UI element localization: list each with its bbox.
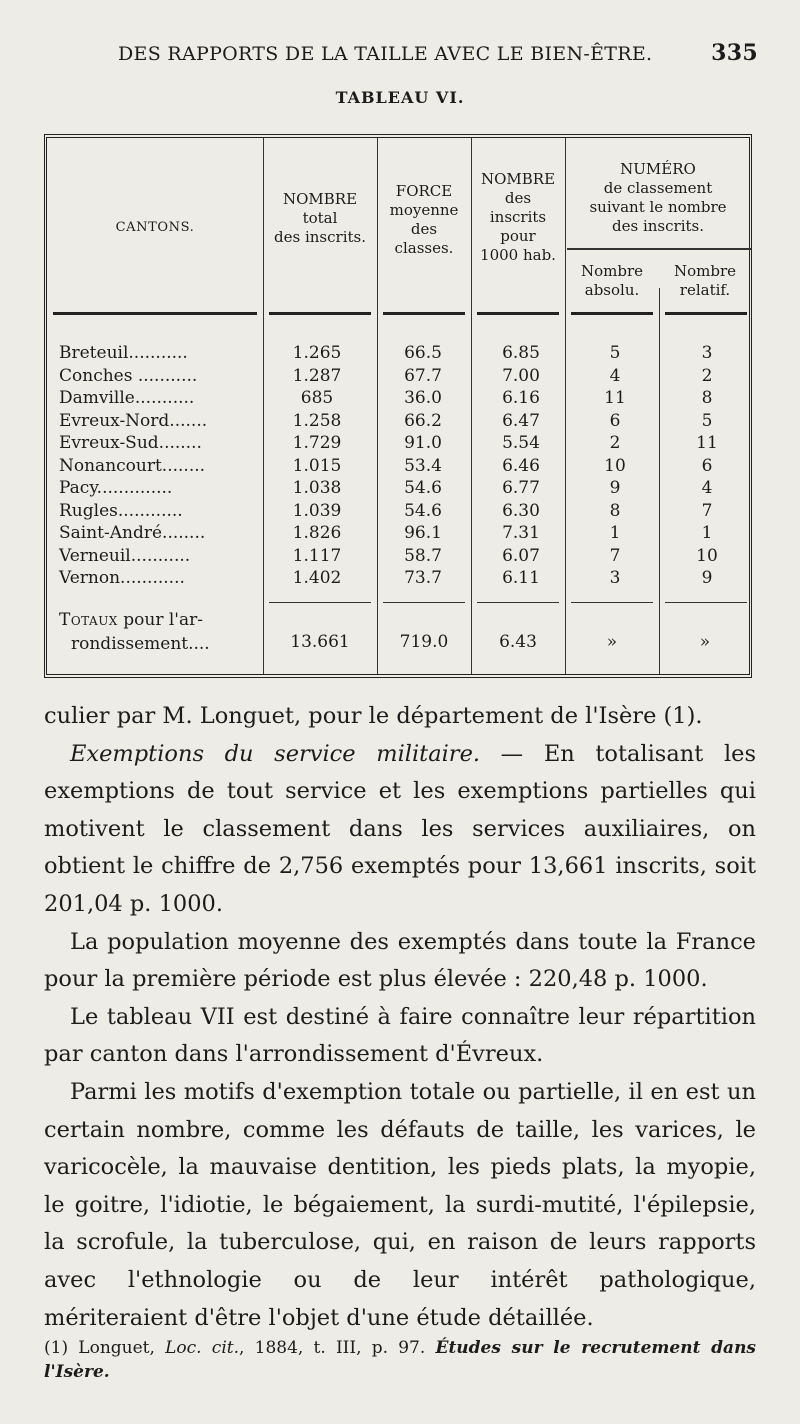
header-absolu-line: Nombre	[580, 262, 644, 280]
table-row	[47, 387, 751, 410]
cell-relatif: 3	[701, 343, 713, 363]
cell-total: 1.015	[292, 455, 342, 476]
cell-absolu: 9	[609, 478, 621, 498]
totals-separator	[571, 602, 653, 603]
paragraph: Le tableau VII est destiné à faire connaître leur répartition par canton dans l'arrondissement d'Évreux.	[44, 1003, 756, 1068]
footnote-loc: Loc. cit.	[165, 1338, 239, 1358]
totals-par-mille: 6.43	[499, 632, 537, 652]
cell-total: 1.265	[292, 343, 342, 363]
cell-relatif: 10	[696, 545, 718, 566]
cell-par-mille: 6.07	[502, 545, 540, 566]
table-row	[47, 477, 751, 500]
totals-separator	[383, 602, 465, 603]
cell-force: 66.5	[404, 343, 442, 363]
table-row	[47, 500, 751, 523]
cell-force: 91.0	[404, 433, 442, 453]
cell-absolu: 7	[609, 545, 621, 566]
footnote-prefix: (1) Longuet,	[44, 1338, 166, 1358]
cell-canton: Evreux-Sud........	[59, 433, 202, 453]
cell-absolu: 8	[609, 500, 621, 521]
totals-label-smallcaps: Totaux	[59, 610, 118, 630]
cell-canton: Pacy..............	[59, 478, 173, 498]
cell-absolu: 3	[609, 568, 621, 588]
totals-force: 719.0	[399, 632, 449, 652]
totals-separator	[477, 602, 559, 603]
cell-absolu: 10	[604, 455, 626, 476]
header-absolu-line: absolu.	[584, 281, 640, 299]
header-classement-line: NUMÉRO	[620, 160, 696, 178]
totals-absolu: »	[606, 632, 618, 652]
cell-par-mille: 6.46	[502, 455, 540, 476]
cell-total: 1.826	[292, 523, 342, 543]
cell-force: 53.4	[404, 455, 442, 476]
cell-absolu: 2	[609, 433, 621, 453]
cell-par-mille: 7.00	[502, 365, 540, 386]
paragraph: culier par M. Longuet, pour le département de l'Isère (1).	[44, 703, 703, 729]
header-separator	[571, 312, 653, 315]
header-force-line: moyenne	[389, 201, 459, 219]
header-total-line: des inscrits.	[274, 228, 366, 246]
header-force-line: FORCE	[395, 182, 453, 200]
footnote-mid: , 1884, t. III, p. 97.	[239, 1338, 436, 1358]
header-separator	[665, 312, 747, 315]
header-force-line: classes.	[394, 239, 454, 257]
running-head-title: DES RAPPORTS DE LA TAILLE AVEC LE BIEN-ÊTRE.	[118, 43, 653, 65]
cell-par-mille: 6.77	[502, 478, 540, 498]
header-total	[263, 190, 377, 247]
cell-relatif: 1	[701, 523, 713, 543]
cell-canton: Rugles............	[59, 500, 183, 521]
cell-force: 96.1	[404, 523, 442, 543]
cell-relatif: 6	[701, 455, 713, 476]
cell-par-mille: 6.85	[502, 343, 540, 363]
header-separator	[383, 312, 465, 315]
cell-force: 54.6	[404, 500, 442, 521]
cell-relatif: 4	[701, 478, 713, 498]
paragraph	[44, 736, 756, 924]
table-row	[47, 522, 751, 545]
cell-total: 685	[300, 388, 334, 408]
cell-absolu: 1	[609, 523, 621, 543]
cell-total: 1.117	[292, 545, 342, 566]
header-absolu	[565, 262, 659, 300]
cell-force: 67.7	[404, 365, 442, 386]
totals-label-line2: rondissement....	[71, 634, 210, 654]
cell-force: 36.0	[404, 388, 442, 408]
cell-total: 1.729	[292, 433, 342, 453]
cell-canton: Verneuil...........	[59, 545, 191, 566]
cell-absolu: 4	[609, 365, 621, 386]
table-row	[47, 455, 751, 478]
cell-absolu: 11	[604, 388, 626, 408]
cell-par-mille: 6.30	[502, 500, 540, 521]
header-relatif	[659, 262, 751, 300]
header-par-mille-line: pour	[500, 227, 536, 245]
header-classement	[565, 160, 751, 236]
totals-separator	[269, 602, 371, 603]
table-row	[47, 432, 751, 455]
totals-total: 13.661	[290, 632, 350, 652]
header-par-mille-line: inscrits	[489, 208, 547, 226]
paragraph-text: — En totalisant les exemptions de tout service et les exemptions partielles qui motivent le classement dans les services auxiliaires, on obtient le chiffre de 2,756 exemptés pour 13,661 inscrits, soit 201,04 p. 1000.	[44, 740, 756, 917]
cell-canton: Vernon............	[59, 568, 185, 588]
header-total-line: total	[302, 209, 338, 227]
cell-relatif: 7	[701, 500, 713, 521]
table-row	[47, 567, 751, 590]
cell-total: 1.038	[292, 478, 342, 498]
header-par-mille-line: des	[504, 189, 532, 207]
cell-par-mille: 7.31	[502, 523, 540, 543]
cell-par-mille: 6.16	[502, 388, 540, 408]
header-classement-line: des inscrits.	[612, 217, 704, 235]
cell-relatif: 5	[701, 410, 713, 431]
header-separator	[269, 312, 371, 315]
cell-total: 1.039	[292, 500, 342, 521]
cell-relatif: 2	[701, 365, 713, 386]
body-text	[44, 698, 756, 1337]
cell-canton: Evreux-Nord.......	[59, 410, 208, 431]
cell-relatif: 11	[696, 433, 718, 453]
cell-canton: Breteuil...........	[59, 343, 188, 363]
subheader-divider	[567, 248, 751, 250]
paragraph: La population moyenne des exemptés dans toute la France pour la première période est plus élevée : 220,48 p. 1000.	[44, 928, 756, 993]
cell-absolu: 6	[609, 410, 621, 431]
header-separator	[477, 312, 559, 315]
page-number: 335	[711, 40, 758, 66]
cell-force: 73.7	[404, 568, 442, 588]
table-row	[47, 545, 751, 568]
header-relatif-line: relatif.	[679, 281, 731, 299]
header-force	[377, 182, 471, 258]
cell-canton: Saint-André........	[59, 523, 206, 543]
cell-par-mille: 5.54	[502, 433, 540, 453]
header-separator	[53, 312, 257, 315]
paragraph: Parmi les motifs d'exemption totale ou partielle, il en est un certain nombre, comme les défauts de taille, les varices, le varicocèle, la mauvaise dentition, les pieds plats, la myopie, le goitre, l'idiotie, le bégaiement, la surdi-mutité, l'épilepsie, la scrofule, la tuberculose, qui, en raison de leurs rapports avec l'ethnologie ou de leur intérêt pathologique, mériteraient d'être l'objet d'une étude détaillée.	[44, 1078, 756, 1331]
header-par-mille-line: 1000 hab.	[480, 246, 556, 264]
header-par-mille	[471, 170, 565, 265]
table-row	[47, 342, 751, 365]
totals-separator	[665, 602, 747, 603]
header-classement-line: suivant le nombre	[589, 198, 727, 216]
cell-total: 1.258	[292, 410, 342, 431]
cell-par-mille: 6.11	[502, 568, 540, 588]
header-force-line: des	[410, 220, 438, 238]
cell-canton: Damville...........	[59, 388, 195, 408]
cell-canton: Nonancourt........	[59, 455, 206, 476]
totals-relatif: »	[699, 632, 711, 652]
cell-total: 1.287	[292, 365, 342, 386]
cell-relatif: 8	[701, 388, 713, 408]
table-body	[47, 342, 751, 590]
footnote-title: Études sur le recrutement dans l'Isère.	[44, 1338, 756, 1382]
cell-relatif: 9	[701, 568, 713, 588]
section-heading: Exemptions du service militaire.	[70, 740, 481, 767]
cell-par-mille: 6.47	[502, 410, 540, 431]
header-total-line: NOMBRE	[282, 190, 358, 208]
cell-force: 54.6	[404, 478, 442, 498]
cell-absolu: 5	[609, 343, 621, 363]
table-title: TABLEAU VI.	[335, 88, 465, 107]
table-row	[47, 365, 751, 388]
data-table	[44, 134, 752, 678]
table-row	[47, 410, 751, 433]
cell-force: 58.7	[404, 545, 442, 566]
header-par-mille-line: NOMBRE	[480, 170, 556, 188]
cell-total: 1.402	[292, 568, 342, 588]
running-head	[118, 40, 758, 66]
footnote	[44, 1336, 756, 1384]
cell-canton: Conches ...........	[59, 365, 198, 386]
header-classement-line: de classement	[603, 179, 713, 197]
totals-label	[59, 608, 210, 656]
totals-label-rest: pour l'ar-	[117, 610, 203, 630]
header-relatif-line: Nombre	[673, 262, 737, 280]
cell-force: 66.2	[404, 410, 442, 431]
header-cantons: CANTONS.	[115, 220, 195, 235]
